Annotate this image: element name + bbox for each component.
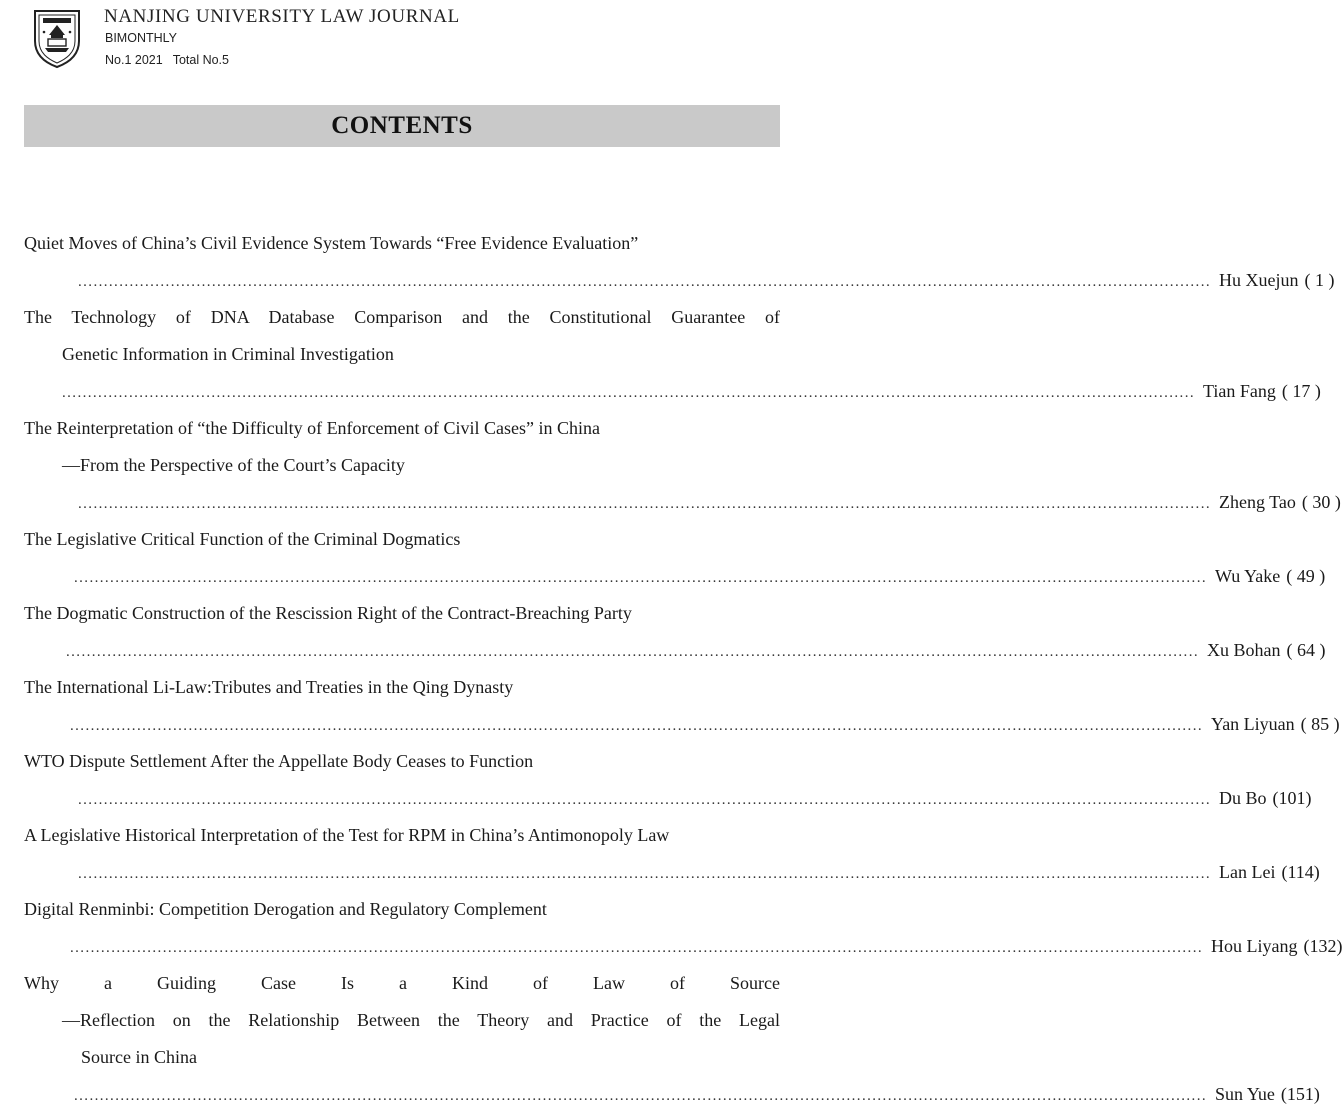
dot-leader: ............................................................................................................................................................................................................................ [78,866,1211,882]
toc-entry-title[interactable]: The International Li-Law:Tributes and Treaties in the Qing Dynasty [24,677,514,697]
toc-author: Yan Liyuan [1211,714,1295,734]
toc-page-number: ( 1 ) [1304,270,1335,290]
toc-page-number: ( 85 ) [1300,714,1340,734]
toc-page-number: (151) [1280,1084,1320,1104]
toc-leader-line [24,262,1335,299]
dot-leader: ............................................................................................................................................................................................................................ [74,570,1207,586]
toc-entry-title[interactable]: The Legislative Critical Function of the Criminal Dogmatics [24,529,461,549]
toc-leader-line [24,1076,1320,1113]
toc-entry[interactable] [24,521,1326,595]
toc-entry[interactable] [24,299,1321,410]
toc-leader-line [24,928,1342,965]
toc-author: Zheng Tao [1219,492,1296,512]
dot-leader: ............................................................................................................................................................................................................................ [78,274,1211,290]
toc-entry-title[interactable]: —From the Perspective of the Court’s Capacity [62,455,405,475]
toc-entry[interactable] [24,891,1342,965]
toc-entry-title[interactable]: Why a Guiding Case Is a Kind of Law of Source [24,973,780,993]
toc-author: Xu Bohan [1207,640,1281,660]
toc-entry[interactable] [24,595,1326,669]
toc-entry[interactable] [24,225,1335,299]
toc-entry[interactable] [24,743,1312,817]
toc-page-number: (132) [1303,936,1342,956]
toc-page-number: ( 17 ) [1281,381,1321,401]
table-of-contents [24,225,1342,1113]
toc-entry-title[interactable]: Genetic Information in Criminal Investigation [62,344,394,364]
dot-leader: ............................................................................................................................................................................................................................ [78,792,1211,808]
toc-entry[interactable] [24,965,1320,1113]
toc-author: Tian Fang [1203,381,1276,401]
toc-entry[interactable] [24,817,1320,891]
dot-leader: ............................................................................................................................................................................................................................ [62,385,1195,401]
toc-entry-title[interactable]: Source in China [81,1047,197,1067]
toc-author: Hou Liyang [1211,936,1298,956]
toc-leader-line [24,780,1312,817]
toc-entry[interactable] [24,669,1340,743]
journal-name: NANJING UNIVERSITY LAW JOURNAL [104,6,460,27]
toc-entry-title[interactable]: Quiet Moves of China’s Civil Evidence System Towards “Free Evidence Evaluation” [24,233,639,253]
toc-leader-line [24,484,1341,521]
dot-leader: ............................................................................................................................................................................................................................ [66,644,1199,660]
toc-leader-line [24,373,1321,410]
dot-leader: ............................................................................................................................................................................................................................ [78,496,1211,512]
toc-author: Sun Yue [1215,1084,1275,1104]
dot-leader: ............................................................................................................................................................................................................................ [70,718,1203,734]
toc-page-number: (114) [1281,862,1320,882]
contents-banner [24,105,780,147]
masthead [32,6,792,70]
toc-entry-title[interactable]: The Reinterpretation of “the Difficulty of Enforcement of Civil Cases” in China [24,418,600,438]
issue-info [105,53,229,67]
toc-leader-line [24,558,1326,595]
toc-entry-title[interactable]: —Reflection on the Relationship Between the Theory and Practice of the Legal [62,1010,780,1030]
toc-entry-title[interactable]: A Legislative Historical Interpretation of the Test for RPM in China’s Antimonopoly Law [24,825,670,845]
total-number: Total No.5 [172,53,229,67]
toc-author: Lan Lei [1219,862,1276,882]
toc-page-number: ( 64 ) [1286,640,1326,660]
issue-number: No.1 2021 [105,53,163,67]
dot-leader: ............................................................................................................................................................................................................................ [74,1088,1207,1104]
toc-leader-line [24,706,1340,743]
toc-entry-title[interactable]: WTO Dispute Settlement After the Appellate Body Ceases to Function [24,751,534,771]
toc-author: Wu Yake [1215,566,1281,586]
contents-title: CONTENTS [331,112,473,139]
toc-entry-title[interactable]: Digital Renminbi: Competition Derogation and Regulatory Complement [24,899,547,919]
toc-leader-line [24,854,1320,891]
toc-entry-title[interactable]: The Dogmatic Construction of the Rescission Right of the Contract-Breaching Party [24,603,632,623]
toc-page-number: ( 49 ) [1286,566,1326,586]
university-seal-icon [32,8,82,68]
toc-page-number: (101) [1272,788,1312,808]
toc-entry-title[interactable]: The Technology of DNA Database Comparison and the Constitutional Guarantee of [24,307,780,327]
publication-frequency: BIMONTHLY [105,31,177,45]
toc-author: Hu Xuejun [1219,270,1299,290]
dot-leader: ............................................................................................................................................................................................................................ [70,940,1203,956]
toc-leader-line [24,632,1326,669]
toc-entry[interactable] [24,410,1341,521]
toc-author: Du Bo [1219,788,1267,808]
toc-page-number: ( 30 ) [1301,492,1341,512]
